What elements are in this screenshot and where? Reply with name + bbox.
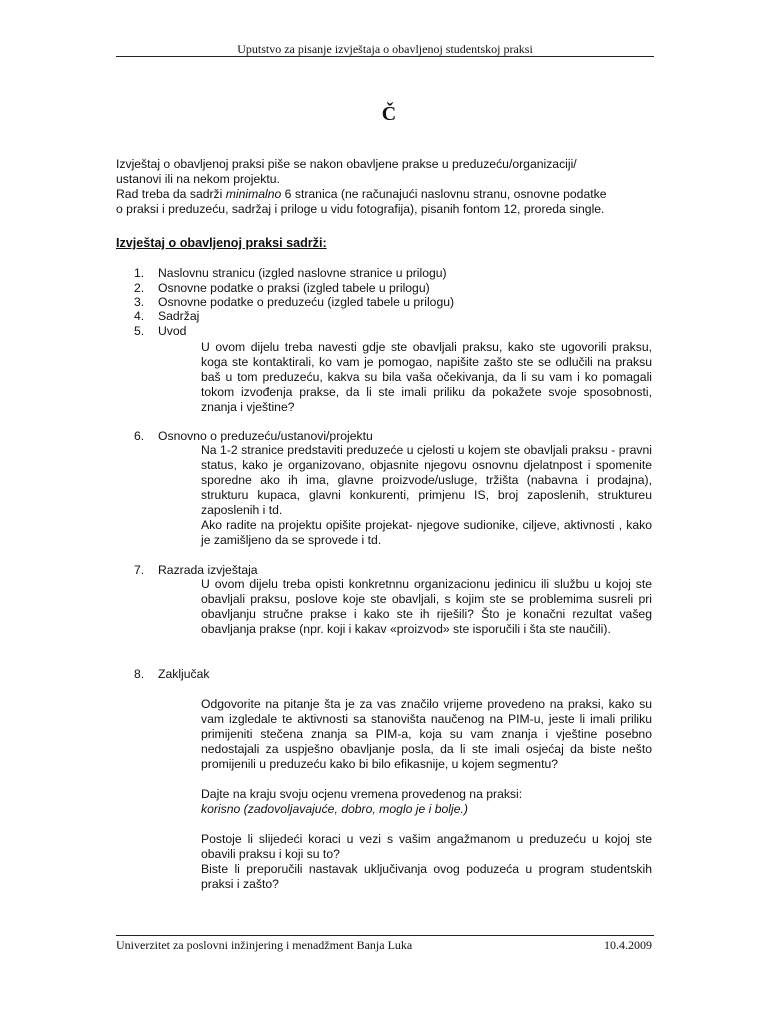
header-divider xyxy=(116,56,654,57)
list-item: 8. Zaključak xyxy=(134,667,210,681)
list-item: 1. Naslovnu stranicu (izgled naslovne stranice u prilogu) xyxy=(134,266,447,280)
osnovno-paragraph-1: Na 1-2 stranice predstaviti preduzeće u cjelosti u kojem ste obavljali praksu - pravni status, kako je organizovano, objasnite njegovu osnovnu djelatnpost i spomenite sporedne ako ih ima, glavne proizvode/usluge, tržišta (nabavna i prodajna), strukturu kupaca, glavni konkurenti, primjenu IS, broj zaposlenih, struktureu zaposlenih i td. xyxy=(201,443,652,517)
osnovno-paragraph-2: Ako radite na projektu opišite projekat- njegove sudionike, ciljeve, aktivnosti , kako je zamišljeno da se sprovede i td. xyxy=(201,518,652,547)
intro-line-1: Izvještaj o obavljenoj praksi piše se nakon obavljene prakse u preduzeću/organizaciji/ xyxy=(116,157,577,171)
zakljucak-next-steps: Postoje li slijedeći koraci u vezi s vašim angažmanom u preduzeću u kojoj ste obavili praksu i koji su to? xyxy=(201,832,652,861)
section-heading: Izvještaj o obavljenoj praksi sadrži: xyxy=(116,236,327,250)
list-item: 3. Osnovne podatke o preduzeću (izgled tabele u prilogu) xyxy=(134,295,455,309)
footer-divider xyxy=(116,935,654,936)
list-item: 5. Uvod xyxy=(134,324,187,338)
page-header: Uputstvo za pisanje izvještaja o obavljenoj studentskoj praksi xyxy=(237,42,533,56)
list-item: 6. Osnovno o preduzeću/ustanovi/projektu xyxy=(134,429,373,443)
emblem-glyph: Č xyxy=(381,103,397,125)
footer-institution: Univerzitet za poslovni inžinjering i menadžment Banja Luka xyxy=(116,938,413,952)
zakljucak-paragraph-3 xyxy=(201,832,652,892)
razrada-description: U ovom dijelu treba opisti konkretnnu organizacionu jedinicu ili službu u kojoj ste obavljali praksu, poslove koje ste obavljali, s kojim ste se problemima susreli pri obavljanju stručne prakse i kako ste ih riješili? Što je konačni rezultat vašeg obavljanja prakse (npr. koji i kakav «proizvod» ste isporučili i šta ste naučili). xyxy=(201,577,652,636)
zakljucak-recommendation: Biste li preporučili nastavak uključivanja ovog poduzeća u program studentskih praksi i zašto? xyxy=(201,862,652,891)
zakljucak-paragraph-2 xyxy=(201,787,652,817)
list-item: 2. Osnovne podatke o praksi (izgled tabele u prilogu) xyxy=(134,281,430,295)
intro-line-2: ustanovi ili na nekom projektu. xyxy=(116,172,280,186)
zakljucak-rating-value: korisno (zadovoljavajuće, dobro, moglo je i bolje.) xyxy=(201,802,468,816)
uvod-description: U ovom dijelu treba navesti gdje ste obavljali praksu, kako ste ugovorili praksu, koga ste kontaktirali, ko vam je pomogao, napišite zašto ste se odlučili na praksu baš u tom preduzeću, kakva su bila vaša očekivanja, da li su vam i ko pomagali tokom izvođenja prakse, da li ste imali priliku da pokažete svoje sposobnosti, znanja i vještine? xyxy=(201,340,652,414)
intro-line-3: Rad treba da sadrži minimalno 6 stranica (ne računajući naslovnu stranu, osnovne podatke xyxy=(116,187,607,201)
zakljucak-paragraph-1: Odgovorite na pitanje šta je za vas značilo vrijeme provedeno na praksi, kako su vam izgledale te aktivnosti sa stanovišta naučenog na PIM-u, jeste li imali priliku primijeniti stečena znanja sa PIM-a, koja su vam znanja i vještine posebno nedostajali za uspješno obavljanje posla, da li ste imali osjećaj da biste nešto promijenili u preduzeću kako bi bilo efikasnije, u kojem segmentu? xyxy=(201,697,652,771)
list-item: 7. Razrada izvještaja xyxy=(134,563,258,577)
zakljucak-rating-prompt: Dajte na kraju svoju ocjenu vremena provedenog na praksi: xyxy=(201,787,523,801)
footer-date: 10.4.2009 xyxy=(604,938,652,952)
intro-line-4: o praksi i preduzeću, sadržaj i priloge u vidu fotografija), pisanih fontom 12, proreda single. xyxy=(116,202,605,216)
list-item: 4. Sadržaj xyxy=(134,309,200,323)
intro-paragraph xyxy=(116,157,652,217)
osnovno-description xyxy=(201,443,652,548)
